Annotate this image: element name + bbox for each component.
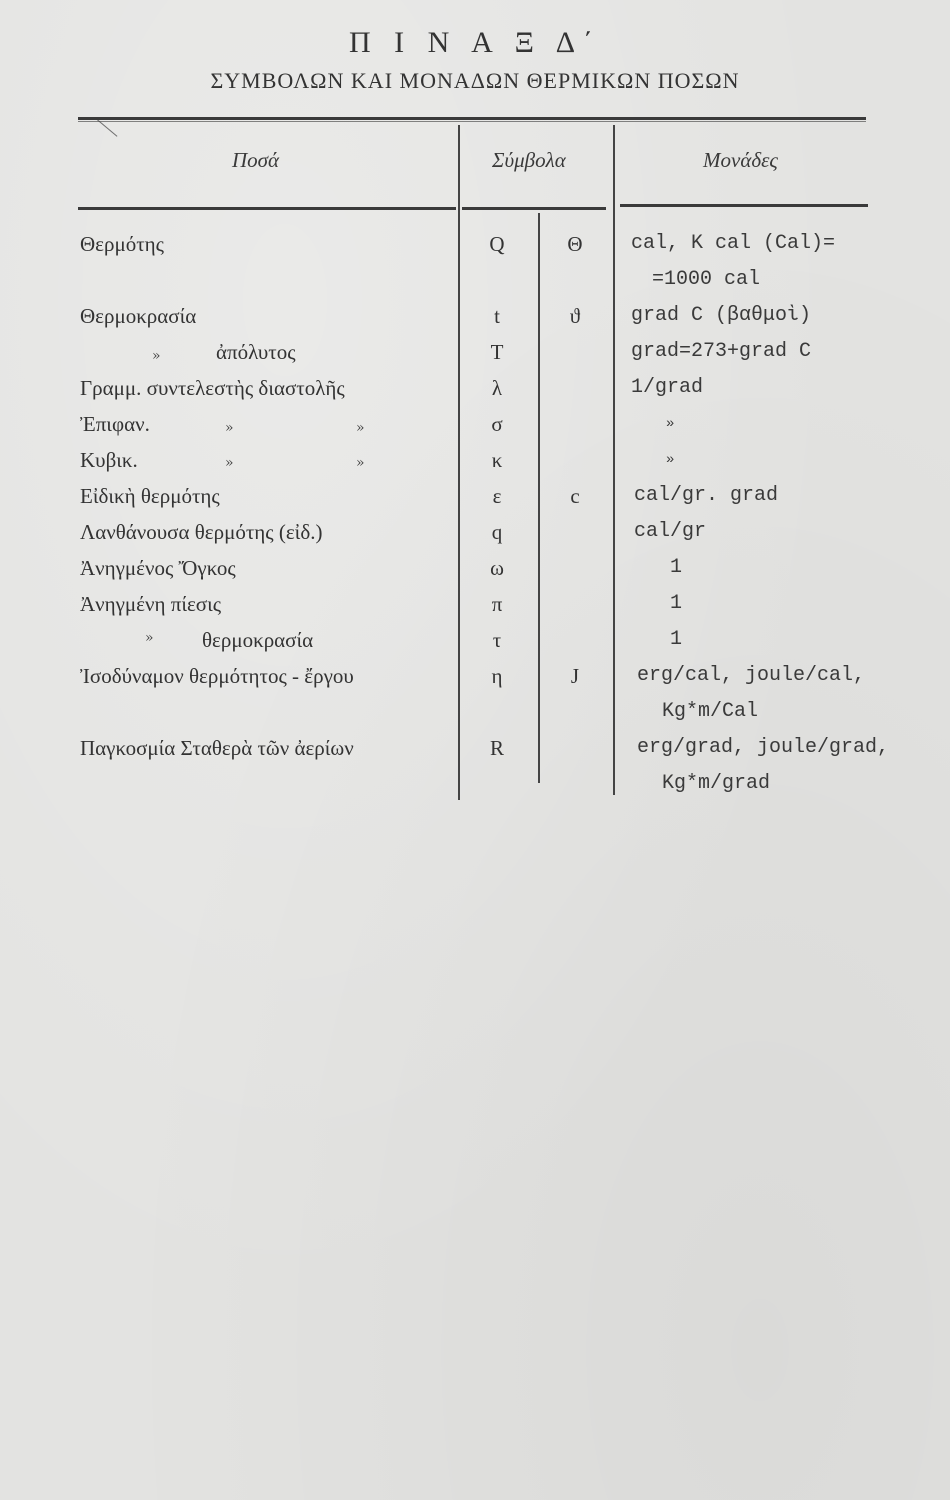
top-rule-thin	[78, 121, 866, 122]
ditto-mark: »	[356, 455, 365, 471]
row-symbol-alt: ϑ	[569, 304, 581, 328]
header-units: Μονάδες	[703, 148, 778, 172]
top-rule	[78, 117, 866, 120]
row-unit: cal/gr	[634, 520, 707, 543]
header-rule-right	[620, 204, 868, 207]
row-symbol-alt: c	[570, 484, 580, 508]
row-unit: =1000 cal	[652, 268, 761, 291]
row-symbol: π	[491, 592, 503, 616]
row-quantity: Λανθάνουσα θερμότης (εἰδ.)	[80, 520, 323, 544]
row-symbol-alt: J	[570, 664, 580, 688]
row-unit: »	[666, 416, 675, 432]
row-unit: cal/gr. grad	[634, 484, 779, 507]
row-quantity: Κυβικ.	[80, 448, 138, 472]
header-symbols: Σύμβολα	[492, 148, 566, 172]
ditto-mark: »	[145, 630, 154, 646]
row-symbol: κ	[491, 448, 503, 472]
table-title: Π Ι Ν Α Ξ Δ΄	[348, 26, 602, 59]
row-symbol: ε	[492, 484, 502, 508]
row-quantity: Ἐπιφαν.	[80, 412, 150, 436]
row-unit: grad C (βαθμοὶ)	[631, 304, 812, 327]
row-unit: erg/cal, joule/cal,	[637, 664, 866, 687]
row-unit: 1	[670, 592, 683, 615]
ditto-mark: »	[225, 420, 234, 436]
header-rule-left	[78, 207, 456, 210]
row-unit: »	[666, 452, 675, 468]
row-symbol: η	[491, 664, 503, 688]
header-rule-mid	[462, 207, 606, 210]
row-quantity: Θερμότης	[80, 232, 164, 256]
ditto-mark: »	[356, 420, 365, 436]
row-symbol: ω	[490, 556, 504, 580]
row-quantity: Θερμοκρασία	[80, 304, 197, 328]
row-quantity: θερμοκρασία	[202, 628, 314, 652]
row-symbol: Q	[489, 232, 505, 256]
row-unit: 1	[670, 556, 683, 579]
row-quantity: Ἰσοδύναμον θερμότητος - ἔργου	[80, 664, 354, 688]
row-unit: erg/grad, joule/grad,	[637, 736, 890, 759]
row-symbol: λ	[491, 376, 503, 400]
row-symbol: q	[491, 520, 503, 544]
header-quantities: Ποσά	[232, 148, 280, 172]
row-symbol: T	[490, 340, 504, 364]
row-quantity: Ἀνηγμένος Ὄγκος	[80, 556, 236, 580]
column-rule-3	[613, 125, 615, 795]
row-symbol-alt: Θ	[567, 232, 583, 256]
row-unit: grad=273+grad C	[631, 340, 812, 363]
ditto-mark: »	[225, 455, 234, 471]
column-rule-1	[458, 125, 460, 800]
row-unit: 1/grad	[631, 376, 704, 399]
row-quantity: Γραμμ. συντελεστὴς διαστολῆς	[80, 376, 345, 400]
row-unit: 1	[670, 628, 683, 651]
row-quantity: ἀπόλυτος	[216, 340, 296, 364]
row-symbol: t	[494, 304, 500, 328]
row-symbol: τ	[492, 628, 502, 652]
row-unit: Kg*m/Cal	[662, 700, 759, 723]
row-unit: Kg*m/grad	[662, 772, 771, 795]
row-quantity: Εἰδικὴ θερμότης	[80, 484, 220, 508]
row-symbol: σ	[491, 412, 503, 436]
row-quantity: Παγκοσμία Σταθερὰ τῶν ἀερίων	[80, 736, 354, 760]
row-unit: cal, K cal (Cal)=	[631, 232, 836, 255]
row-quantity: Ἀνηγμένη πίεσις	[80, 592, 222, 616]
ditto-mark: »	[152, 348, 161, 364]
table-subtitle: ΣΥΜΒΟΛΩΝ ΚΑΙ ΜΟΝΑΔΩΝ ΘΕΡΜΙΚΩΝ ΠΟΣΩΝ	[210, 68, 740, 93]
row-symbol: R	[489, 736, 504, 760]
